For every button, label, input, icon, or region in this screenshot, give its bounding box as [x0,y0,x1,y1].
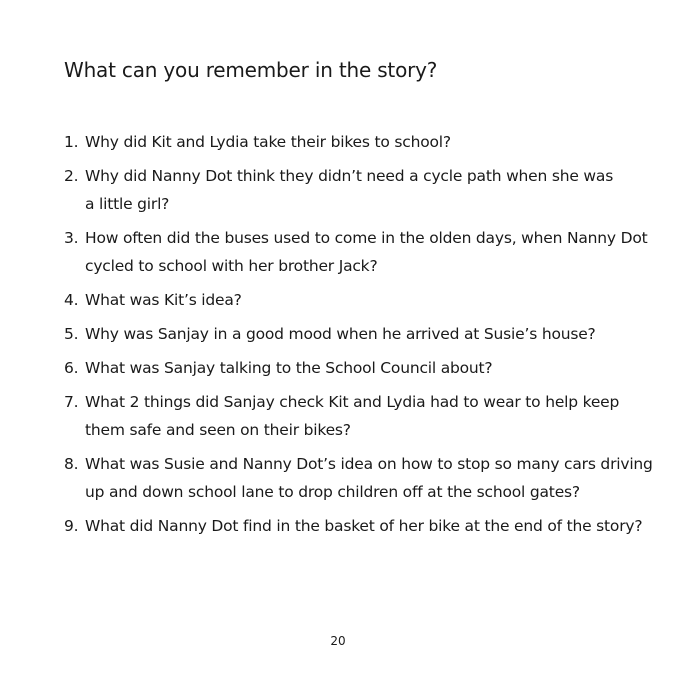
question-line: What 2 things did Sanjay check Kit and Lydia had to wear to help keep [85,393,620,411]
question-list [64,128,654,546]
question-item [64,354,654,382]
question-item [64,320,654,348]
question-item [64,128,654,156]
question-text [85,388,654,444]
question-text [85,354,654,382]
question-text [85,224,654,280]
question-text [85,128,654,156]
question-number: 7. [64,393,79,411]
question-line: What did Nanny Dot find in the basket of her bike at the end of the story? [85,517,643,535]
question-item [64,162,654,218]
question-item [64,388,654,444]
question-text [85,162,654,218]
question-item [64,286,654,314]
question-number: 9. [64,517,79,535]
question-item [64,224,654,280]
question-number: 8. [64,455,79,473]
question-number: 5. [64,325,79,343]
question-line: up and down school lane to drop children off at the school gates? [85,483,580,501]
question-number: 3. [64,229,79,247]
question-line: them safe and seen on their bikes? [85,421,351,439]
question-line: Why did Nanny Dot think they didn’t need a cycle path when she was [85,167,614,185]
question-item [64,450,654,506]
page-heading: What can you remember in the story? [64,58,438,82]
question-line: What was Kit’s idea? [85,291,242,309]
question-number: 1. [64,133,79,151]
question-text [85,450,654,506]
question-line: How often did the buses used to come in the olden days, when Nanny Dot [85,229,648,247]
question-line: a little girl? [85,195,170,213]
question-number: 2. [64,167,79,185]
question-line: cycled to school with her brother Jack? [85,257,378,275]
question-line: Why did Kit and Lydia take their bikes to school? [85,133,451,151]
question-text [85,320,654,348]
question-text [85,512,654,540]
question-line: What was Susie and Nanny Dot’s idea on how to stop so many cars driving [85,455,653,473]
question-text [85,286,654,314]
question-item [64,512,654,540]
question-line: Why was Sanjay in a good mood when he arrived at Susie’s house? [85,325,596,343]
question-number: 4. [64,291,79,309]
question-line: What was Sanjay talking to the School Council about? [85,359,493,377]
question-number: 6. [64,359,79,377]
page-number: 20 [330,634,346,648]
